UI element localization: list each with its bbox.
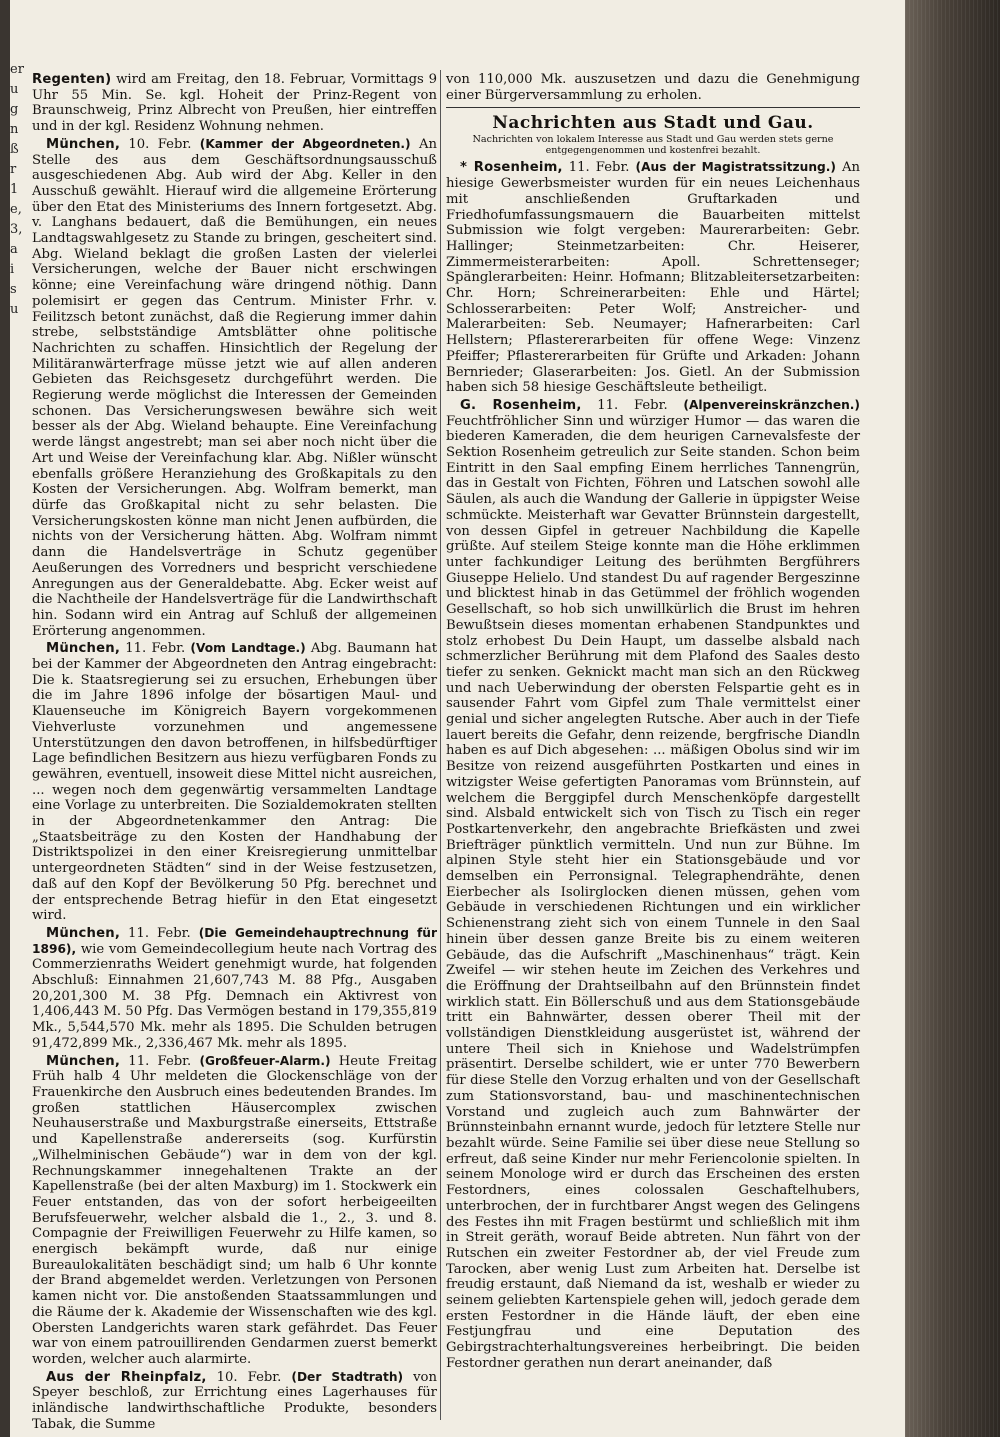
margin-char: n	[10, 122, 19, 137]
margin-char: er	[10, 62, 24, 77]
margin-char: ß	[10, 142, 19, 157]
margin-char: u	[10, 82, 19, 97]
section-rule	[446, 107, 860, 108]
margin-char: u	[10, 302, 19, 317]
article-magistratssitzung: * Rosenheim, 11. Febr. (Aus der Magistratssitzung.) An hiesige Gewerbsmeister wurden für ein neues Leichenhaus mit anschließenden Gruftarkaden und Friedhofumfassungsmauern die Bauarbeiten mittelst Submission wie folgt vergeben: Maurerarbeiten: Gebr. Hallinger; Steinmetzarbeiten: Chr. Heiserer, Zimmermeisterarbeiten: Apoll. Schrettenseger; Spänglerarbeiten: Heinr. Hofmann; Blitzableitersetzarbeiten: Chr. Horn; Schreinerarbeiten: Ehle und Härtel; Schlosserarbeiten: Peter Wolf; Anstreicher- und Malerarbeiten: Seb. Neumayer; Hafnerarbeiten: Carl Hellstern; Pflastererarbeiten für offene Wege: Vinzenz Pfeiffer; Pflastererarbeiten für Grüfte und Arkaden: Johann Bernrieder; Glaserarbeiten: Jos. Gietl. An der Submission haben sich 58 hiesige Geschäftsleute betheiligt.	[446, 160, 860, 396]
margin-char: e,	[10, 202, 22, 217]
article-alpenvereinskraenzchen: G. Rosenheim, 11. Febr. (Alpenvereinskränzchen.) Feuchtfröhlicher Sinn und würziger Humor — das waren die biederen Kameraden, die dem heurigen Carnevalsfeste der Sektion Rosenheim getreulich zur Seite standen. Schon beim Eintritt in den Saal empfing Einem herrliches Tannengrün, das in Gestalt von Fichten, Föhren und Latschen sowohl alle Säulen, als auch die Wandung der Gallerie in üppigster Weise schmückte. Meisterhaft war Gevatter Brünnstein dargestellt, von dessen Gipfel in getreuer Nachbildung die Kapelle grüßte. Auf steilem Steige konnte man die Höhe erklimmen unter fachkundiger Leitung des berühmten Bergführers Giuseppe Helielo. Und standest Du auf ragender Bergeszinne und blicktest hinab in das Getümmel der fröhlich wogenden Gesellschaft, so hob sich unwillkürlich die Brust im hehren Bewußtsein dieses momentan erhabenen Standpunktes und stolz erhobest Du Dein Haupt, um dasselbe alsbald nach schmerzlicher Berührung mit dem Plafond des Saales desto tiefer zu senken. Geknickt macht man sich an den Rückweg und nach Ueberwindung der obersten Felspartie geht es in sausender Fahrt vom Gipfel zum Thale vermittelst einer genial und sicher angelegten Rutsche. Aber auch in der Tiefe lauert bereits die Gefahr, denn reizende, bergfrische Diandln haben es auf Dich abgesehen: ... mäßigen Obolus sind wir im Besitze von reizend ausgeführten Postkarten und eines in witzigster Weise gefertigten Panoramas vom Brünnstein, auf welchem die Berggipfel durch Menschenköpfe dargestellt sind. Alsbald entwickelt sich von Tisch zu Tisch ein reger Postkartenverkehr, den angebrachte Briefkästen und zwei Briefträger pünktlich vermitteln. Und nun zur Bühne. Im alpinen Style steht hier ein Stationsgebäude und vor demselben ein Perronsignal. Telegraphendrähte, denen Eierbecher als Isolirglocken dienen müssen, gehen vom Gebäude in verschiedenen Richtungen und ein wirklicher Schienenstrang zieht sich von einem Tunnele in den Saal hinein über dessen ganze Breite bis zu einem weiteren Gebäude, das die Aufschrift „Maschinenhaus“ trägt. Kein Zweifel — wir stehen heute im Zeichen des Verkehres und die Eröffnung der Drahtseilbahn auf den Brünnstein findet wirklich statt. Ein Böllerschuß und aus dem Stationsgebäude tritt ein Bahnwärter, dessen oberer Theil mit der vollständigen Dienstkleidung ausgerüstet ist, während der untere Theil sich in Kniehose und Wadelstrümpfen präsentirt. Derselbe schildert, wie er unter 770 Bewerbern für diese Stelle den Vorzug erhalten und von der Gesellschaft zum Stationsvorstand, bau- und maschinentechnischen Vorstand und zugleich auch zum Bahnwärter der Brünnsteinbahn ernannt wurde, jedoch für letztere Stelle nur bezahlt würde. Seine Familie sei über diese neue Stellung so erfreut, daß seine Kinder nur mehr Feriencolonie spielten. In seinem Monologe wird er durch das Erscheinen des ersten Festordners, eines colossalen Geschaftelhubers, unterbrochen, der in furchtbarer Angst wegen des Gelingens des Festes ihn mit Fragen bestürmt und schließlich mit ihm in Streit geräth, worauf Beide abtreten. Nun fährt von der Rutschen ein zweiter Festordner ab, der viel Freude zum Tarocken, aber wenig Lust zum Arbeiten hat. Derselbe ist freudig erstaunt, daß Niemand da ist, weshalb er wieder zu seinem geliebten Kartenspiele gehen will, jedoch gerade dem ersten Festordner in die Hände läuft, der eben eine Festjungfrau und eine Deputation des Gebirgstrachterhaltungsvereines herbeibringt. Die beiden Festordner gerathen nun derart aneinander, daß	[446, 397, 860, 1371]
column-divider	[440, 70, 441, 1420]
article-rheinpfalz: Aus der Rheinpfalz, 10. Febr. (Der Stadtrath) von Speyer beschloß, zur Errichtung eines Lagerhauses für inländische landwirthschaftliche Produkte, besonders Tabak, die Summe	[32, 1369, 437, 1432]
margin-char: g	[10, 102, 19, 117]
section-title: Nachrichten aus Stadt und Gau.	[492, 113, 814, 134]
article-kammer-abgeordneten: München, 10. Febr. (Kammer der Abgeordneten.) An Stelle des aus dem Geschäftsordnungsausschuß ausgeschiedenen Abg. Aub wird der Abg. Keller in den Ausschuß gewählt. Hierauf wird die allgemeine Erörterung über den Etat des Ministeriums des Innern fortgesetzt. Abg. v. Langhans bedauert, daß die Bemühungen, ein neues Landtagswahlgesetz zu Stande zu bringen, gescheitert sind. Abg. Wieland beklagt die großen Lasten der vielerlei Versicherungen, welche der Bauer nicht erschwingen könne; eine Vereinfachung wäre dringend nöthig. Dann polemisirt er gegen das Centrum. Minister Frhr. v. Feilitzsch betont zunächst, daß die Regierung immer dahin strebe, selbstständige Amtsblätter ohne politische Nachrichten zu schaffen. Hinsichtlich der Regelung der Militäranwärterfrage müsse jetzt wie auf allen anderen Gebieten das Reichsgesetz durchgeführt werden. Die Regierung werde möglichst die Interessen der Gemeinden schonen. Das Versicherungswesen bewähre sich weit besser als der Abg. Wieland behaupte. Eine Vereinfachung werde längst angestrebt; man sei aber noch nicht über die Art und Weise der Vereinfachung klar. Abg. Nißler wünscht ebenfalls größere Heranziehung des Großkapitals zu den Kosten der Versicherungen. Abg. Wolfram bemerkt, man dürfe das Großkapital nicht zu sehr belasten. Die Versicherungskosten könne man nicht Jenen aufbürden, die nichts von der Versicherung hätten. Abg. Wolfram nimmt dann die Handelsverträge in Schutz gegenüber Aeußerungen des Vorredners und bespricht verschiedene Anregungen aus der Generaldebatte. Abg. Ecker weist auf die Nachtheile der Handelsverträge für die Landwirthschaft hin. Sodann wird ein Antrag auf Schluß der allgemeinen Erörterung angenommen.	[32, 136, 437, 639]
article-gemeindehauptrechnung: München, 11. Febr. (Die Gemeindehauptrechnung für 1896), wie vom Gemeindecollegium heute nach Vortrag des Commerzienraths Weidert genehmigt wurde, hat folgenden Abschluß: Einnahmen 21,607,743 M. 88 Pfg., Ausgaben 20,201,300 M. 38 Pfg. Demnach ein Aktivrest von 1,406,443 M. 50 Pfg. Das Vermögen bestand in 179,355,819 Mk., 5,544,570 Mk. mehr als 1895. Die Schulden betrugen 91,472,899 Mk., 2,336,467 Mk. mehr als 1895.	[32, 925, 437, 1051]
margin-char: r	[10, 162, 17, 177]
article-rheinpfalz-continued: von 110,000 Mk. auszusetzen und dazu die Genehmigung einer Bürgerversammlung zu erholen.	[446, 72, 860, 103]
right-column	[446, 72, 860, 1374]
article-vom-landtage: München, 11. Febr. (Vom Landtage.) Abg. Baumann hat bei der Kammer der Abgeordneten den Antrag eingebracht: Die k. Staatsregierung sei zu ersuchen, Erhebungen über die im Jahre 1896 infolge der bösartigen Maul- und Klauenseuche im Königreich Bayern vorgekommenen Viehverluste vorzunehmen und angemessene Unterstützungen den davon betroffenen, in hilfsbedürftiger Lage befindlichen Besitzern aus hiezu verfügbaren Fonds zu gewähren, eventuell, insoweit diese Mittel nicht ausreichen, ... wegen noch dem gegenwärtig versammelten Landtage eine Vorlage zu unterbreiten. Die Sozialdemokraten stellten in der Abgeordnetenkammer den Antrag: Die „Staatsbeiträge zu den Kosten der Handhabung der Distriktspolizei in den einer Kreisregierung unmittelbar untergeordneten Städten“ sind in der Weise festzusetzen, daß auf den Kopf der Bevölkerung 50 Pfg. berechnet und der entsprechende Betrag hiefür in den Etat eingesetzt wird.	[32, 641, 438, 924]
margin-char: s	[10, 282, 17, 297]
newspaper-page	[10, 0, 905, 1437]
section-subtitle: Nachrichten von lokalem Interesse aus Stadt und Gau werden stets gerne entgegengenommen und kostenfrei bezahlt.	[472, 134, 834, 157]
book-spine	[905, 0, 1000, 1437]
article-grossfeuer-alarm: München, 11. Febr. (Großfeuer-Alarm.) Heute Freitag Früh halb 4 Uhr meldeten die Glockenschläge von der Frauenkirche den Ausbruch eines bedeutenden Brandes. Im großen stattlichen Häusercomplex zwischen Neuhauserstraße und Maxburgstraße einerseits, Ettstraße und Kapellenstraße andererseits (sog. Kurfürstin „Wilhelminischen Gebäude“) war in dem von der kgl. Rechnungskammer innegehaltenen Trakte an der Kapellenstraße (bei der alten Maxburg) im 1. Stockwerk ein Feuer entstanden, das von der sofort herbeigeeilten Berufsfeuerwehr, welcher alsbald die 1., 2., 3. und 8. Compagnie der Freiwilligen Feuerwehr zu Hilfe kamen, so energisch bekämpft wurde, daß nur einige Bureaulokalitäten beschädigt sind; um halb 6 Uhr konnte der Brand abgemeldet werden. Verletzungen von Personen kamen nicht vor. Die anstoßenden Staatssammlungen und die Räume der k. Akademie der Wissenschaften wie des kgl. Obersten Landgerichts waren stark gefährdet. Das Feuer war von einem patrouillirenden Gendarmen zuerst bemerkt worden, welcher auch alarmirte.	[32, 1053, 437, 1367]
margin-char: 3,	[10, 222, 23, 237]
left-margin-fragments	[10, 60, 24, 320]
article-regenten: Regenten) wird am Freitag, den 18. Februar, Vormittags 9 Uhr 55 Min. Se. kgl. Hoheit der Prinz-Regent von Braunschweig, Prinz Albrecht von Preußen, hier eintreffen und in der kgl. Residenz Wohnung nehmen.	[32, 72, 437, 135]
margin-char: i	[10, 262, 15, 277]
margin-char: 1	[10, 182, 19, 197]
left-column	[32, 72, 437, 1434]
margin-char: a	[10, 242, 18, 257]
